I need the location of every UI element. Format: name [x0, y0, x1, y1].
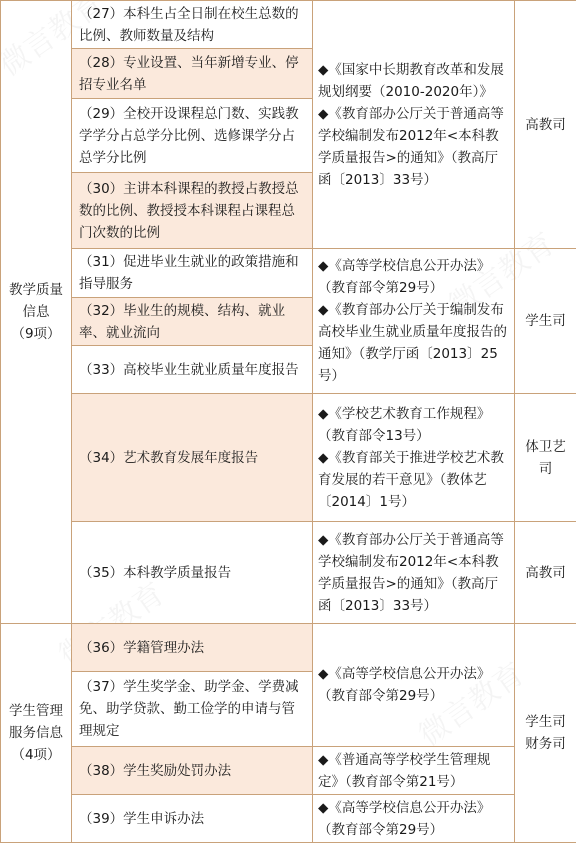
- category-student-management: 学生管理 服务信息 （4项）: [1, 624, 72, 843]
- table-row: [1, 394, 576, 522]
- basis-cell-3: ◆《学校艺术教育工作规程》（教育部令13号） ◆《教育部关于推进学校艺术教育发展的若干意见》（教体艺〔2014〕1号）: [313, 394, 515, 522]
- item-35: （35）本科教学质量报告: [72, 522, 313, 624]
- item-32: （32）毕业生的规模、结构、就业率、就业流向: [72, 298, 313, 346]
- item-33: （33）高校毕业生就业质量年度报告: [72, 346, 313, 394]
- department-students: 学生司: [515, 249, 576, 394]
- item-37: （37）学生奖学金、助学金、学费减免、助学贷款、勤工俭学的申请与管理规定: [72, 672, 313, 747]
- basis-cell-5: ◆《高等学校信息公开办法》（教育部令第29号）: [313, 624, 515, 747]
- department-students-finance: 学生司 财务司: [515, 624, 576, 843]
- item-38: （38）学生奖励处罚办法: [72, 747, 313, 795]
- item-28: （28）专业设置、当年新增专业、停招专业名单: [72, 49, 313, 99]
- basis-cell-4: ◆《教育部办公厅关于普通高等学校编制发布2012年<本科教学质量报告>的通知》（教高厅函〔2013〕33号）: [313, 522, 515, 624]
- basis-cell-1: ◆《国家中长期教育改革和发展规划纲要（2010-2020年）》 ◆《教育部办公厅关于普通高等学校编制发布2012年<本科教学质量报告>的通知》（教高厅函〔2013〕33号）: [313, 1, 515, 249]
- table-row: [1, 624, 576, 672]
- category-teaching-quality: 教学质量 信息 （9项）: [1, 1, 72, 624]
- basis-cell-6: ◆《普通高等学校学生管理规定》（教育部令第21号）: [313, 747, 515, 795]
- table-row: [1, 249, 576, 298]
- department-sports-health-arts: 体卫艺 司: [515, 394, 576, 522]
- item-31: （31）促进毕业生就业的政策措施和指导服务: [72, 249, 313, 298]
- department-higher-edu: 高教司: [515, 1, 576, 249]
- department-higher-edu-2: 高教司: [515, 522, 576, 624]
- table-row: [1, 1, 576, 49]
- item-27: （27）本科生占全日制在校生总数的比例、教师数量及结构: [72, 1, 313, 49]
- table-row: [1, 795, 576, 843]
- item-39: （39）学生申诉办法: [72, 795, 313, 843]
- item-36: （36）学籍管理办法: [72, 624, 313, 672]
- basis-cell-7: ◆《高等学校信息公开办法》（教育部令第29号）: [313, 795, 515, 843]
- table-row: [1, 747, 576, 795]
- item-34: （34）艺术教育发展年度报告: [72, 394, 313, 522]
- item-29: （29）全校开设课程总门数、实践教学学分占总学分比例、选修课学分占总学分比例: [72, 99, 313, 173]
- item-30: （30）主讲本科课程的教授占教授总数的比例、教授授本科课程占课程总门次数的比例: [72, 173, 313, 249]
- table-row: [1, 522, 576, 624]
- basis-cell-2: ◆《高等学校信息公开办法》（教育部令第29号） ◆《教育部办公厅关于编制发布高校毕业生就业质量年度报告的通知》（教学厅函〔2013〕25号）: [313, 249, 515, 394]
